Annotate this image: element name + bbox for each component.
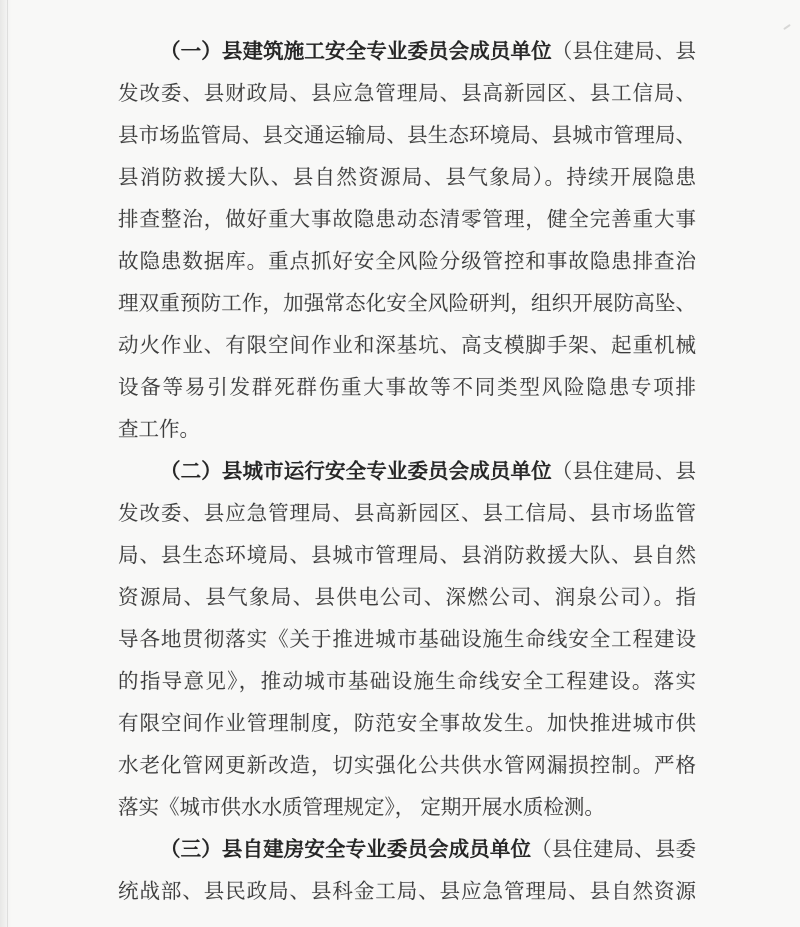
text-line [118, 409, 696, 451]
line-text: 动火作业、有限空间作业和深基坑、高支模脚手架、起重机械 [118, 335, 696, 357]
line-text: 设备等易引发群死群伤重大事故等不同类型风险隐患专项排 [118, 377, 696, 399]
text-line [118, 31, 696, 73]
line-text: 理双重预防工作，加强常态化安全风险研判，组织开展防高坠、 [118, 293, 696, 315]
line-text: 发改委、县应急管理局、县高新园区、县工信局、县市场监管 [118, 503, 696, 525]
text-line [118, 619, 696, 661]
line-text: 统战部、县民政局、县科金工局、县应急管理局、县自然资源 [118, 881, 696, 903]
text-line [118, 577, 696, 619]
line-text: 县市场监管局、县交通运输局、县生态环境局、县城市管理局、 [118, 125, 696, 147]
line-text: （县住建局、县委 [531, 839, 697, 861]
line-text: 县消防救援大队、县自然资源局、县气象局）。持续开展隐患 [118, 167, 696, 189]
line-text: 局、县生态环境局、县城市管理局、县消防救援大队、县自然 [118, 545, 696, 567]
text-line [118, 745, 696, 787]
line-text: 有限空间作业管理制度，防范安全事故发生。加快推进城市供 [118, 713, 696, 735]
scan-speck [783, 24, 791, 30]
document-body [118, 31, 696, 913]
text-line [118, 199, 696, 241]
text-line [118, 661, 696, 703]
line-text: 故隐患数据库。重点抓好安全风险分级管控和事故隐患排查治 [118, 251, 696, 273]
text-line [118, 703, 696, 745]
text-line [118, 367, 696, 409]
line-text: 的指导意见》，推动城市基础设施生命线安全工程建设。落实 [118, 671, 696, 693]
line-text: 导各地贯彻落实《关于推进城市基础设施生命线安全工程建设 [118, 629, 696, 651]
section-2-heading: （二）县城市运行安全专业委员会成员单位 [160, 460, 552, 483]
line-text: （县住建局、县 [551, 461, 697, 483]
line-text: （县住建局、县 [551, 41, 697, 63]
text-line [118, 325, 696, 367]
scan-edge-seam-line [7, 0, 8, 927]
line-text: 资源局、县气象局、县供电公司、深燃公司、润泉公司）。指 [118, 587, 696, 609]
section-3-heading: （三）县自建房安全专业委员会成员单位 [160, 838, 532, 861]
text-line [118, 157, 696, 199]
line-text: 排查整治，做好重大事故隐患动态清零管理，健全完善重大事 [118, 209, 696, 231]
scan-edge-shadow [0, 0, 12, 927]
text-line [118, 493, 696, 535]
text-line [118, 283, 696, 325]
line-text: 查工作。 [118, 419, 200, 441]
line-text: 水老化管网更新改造，切实强化公共供水管网漏损控制。严格 [118, 755, 696, 777]
text-line [118, 115, 696, 157]
section-1-heading: （一）县建筑施工安全专业委员会成员单位 [160, 40, 552, 63]
text-line [118, 451, 696, 493]
text-line [118, 241, 696, 283]
text-line [118, 73, 696, 115]
line-text: 发改委、县财政局、县应急管理局、县高新园区、县工信局、 [118, 83, 696, 105]
text-line [118, 787, 696, 829]
text-line [118, 871, 696, 913]
text-line [118, 829, 696, 871]
line-text: 落实《城市供水水质管理规定》， 定期开展水质检测。 [118, 797, 605, 819]
text-line [118, 535, 696, 577]
